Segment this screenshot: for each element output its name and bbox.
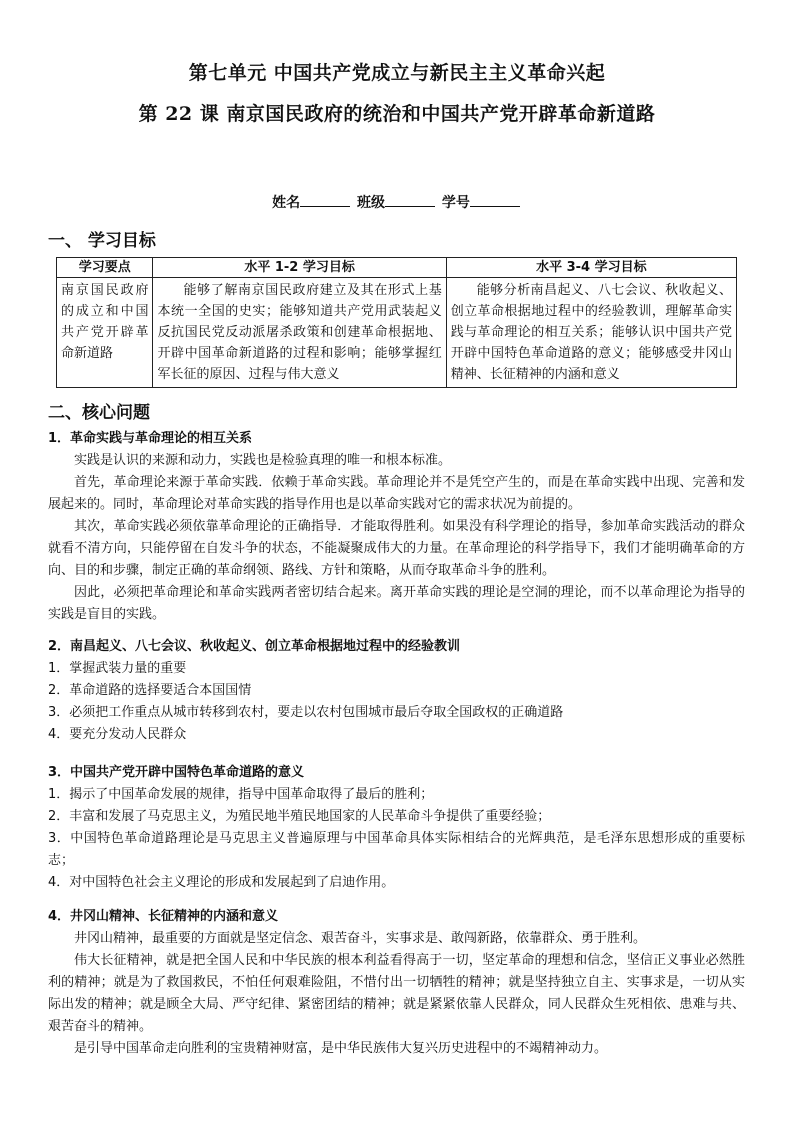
paragraph: 是引导中国革命走向胜利的宝贵精神财富，是中华民族伟大复兴历史进程中的不竭精神动力。 bbox=[74, 1041, 608, 1056]
level12-text: 能够了解南京国民政府建立及其在形式上基本统一全国的史实；能够知道共产党用武装起义反抗国民党反动派屠杀政策和创建革命根据地、开辟中国革命新道路的过程和影响；能够掌握红军长征的原因、过程与伟大意义 bbox=[157, 283, 442, 382]
question-title: 2．南昌起义、八七会议、秋收起义、创立革命根据地过程中的经验教训 bbox=[48, 639, 461, 654]
paragraph: 实践是认识的来源和动力，实践也是检验真理的唯一和根本标准。 bbox=[74, 453, 452, 468]
question-title: 4．井冈山精神、长征精神的内涵和意义 bbox=[48, 909, 279, 924]
table-cell-topic: 南京国民政府的成立和中国共产党开辟革命新道路 bbox=[57, 278, 153, 388]
paragraph: 井冈山精神，最重要的方面就是坚定信念、艰苦奋斗，实事求是、敢闯新路，依靠群众、勇于胜利。 bbox=[74, 931, 647, 946]
list-item: 2．革命道路的选择要适合本国国情 bbox=[48, 683, 252, 698]
id-blank[interactable] bbox=[470, 192, 520, 207]
list-item: 3．必须把工作重点从城市转移到农村，要走以农村包围城市最后夺取全国政权的正确道路 bbox=[48, 705, 564, 720]
section1-heading: 一、 学习目标 bbox=[48, 231, 156, 251]
name-label: 姓名 bbox=[272, 195, 301, 211]
question-1 bbox=[48, 428, 745, 626]
name-blank[interactable] bbox=[300, 192, 350, 207]
question-4 bbox=[48, 906, 745, 1060]
list-item: 4．对中国特色社会主义理论的形成和发展起到了启迪作用。 bbox=[48, 875, 395, 890]
table-header: 学习要点 bbox=[57, 258, 153, 278]
lesson-title: 第 22 课 南京国民政府的统治和中国共产党开辟革命新道路 bbox=[138, 103, 656, 125]
question-title: 3．中国共产党开辟中国特色革命道路的意义 bbox=[48, 765, 305, 780]
section2-heading: 二、核心问题 bbox=[48, 403, 150, 423]
table-header-row bbox=[57, 258, 737, 278]
paragraph: 伟大长征精神，就是把全国人民和中华民族的根本利益看得高于一切，坚定革命的理想和信念，坚信正义事业必然胜利的精神；就是为了救国救民，不怕任何艰难险阻，不惜付出一切牺牲的精神；就是坚持独立自主、实事求是，一切从实际出发的精神；就是顾全大局、严守纪律、紧密团结的精神；就是紧紧依靠人民群众，同人民群众生死相依、患难与共、艰苦奋斗的精神。 bbox=[48, 953, 745, 1034]
question-2 bbox=[48, 636, 745, 746]
list-item: 2．丰富和发展了马克思主义，为殖民地半殖民地国家的人民革命斗争提供了重要经验； bbox=[48, 809, 551, 824]
paragraph: 其次，革命实践必须依靠革命理论的正确指导．才能取得胜利。如果没有科学理论的指导，参加革命实践活动的群众就看不清方向，只能停留在自发斗争的状态，不能凝聚成伟大的力量。在革命理论的科学指导下，我们才能明确革命的方向、目的和步骤，制定正确的革命纲领、路线、方针和策略，从而夺取革命斗争的胜利。 bbox=[48, 519, 745, 578]
table-header: 水平 3-4 学习目标 bbox=[446, 258, 736, 278]
table-cell-level34 bbox=[446, 278, 736, 388]
unit-title: 第七单元 中国共产党成立与新民主主义革命兴起 bbox=[188, 62, 606, 84]
question-3 bbox=[48, 762, 745, 894]
learning-goals-table bbox=[56, 257, 737, 388]
paragraph: 因此，必须把革命理论和革命实践两者密切结合起来。离开革命实践的理论是空洞的理论，而不以革命理论为指导的实践是盲目的实践。 bbox=[48, 585, 745, 622]
paragraph: 首先，革命理论来源于革命实践．依赖于革命实践。革命理论并不是凭空产生的，而是在革命实践中出现、完善和发展起来的。同时，革命理论对革命实践的指导作用也是以革命实践对它的需求状况为前提的。 bbox=[48, 475, 745, 512]
level34-text: 能够分析南昌起义、八七会议、秋收起义、创立革命根据地过程中的经验教训，理解革命实践与革命理论的相互关系；能够认识中国共产党开辟中国特色革命道路的意义；能够感受井冈山精神、长征精神的内涵和意义 bbox=[450, 283, 732, 382]
list-item: 3．中国特色革命道路理论是马克思主义普遍原理与中国革命具体实际相结合的光辉典范，是毛泽东思想形成的重要标志； bbox=[48, 831, 745, 868]
list-item: 1．揭示了中国革命发展的规律，指导中国革命取得了最后的胜利； bbox=[48, 787, 434, 802]
table-header: 水平 1-2 学习目标 bbox=[153, 258, 446, 278]
list-item: 1．掌握武装力量的重要 bbox=[48, 661, 187, 676]
class-label: 班级 bbox=[357, 195, 385, 211]
question-title: 1．革命实践与革命理论的相互关系 bbox=[48, 431, 253, 446]
id-label: 学号 bbox=[441, 195, 470, 211]
class-blank[interactable] bbox=[385, 192, 435, 207]
table-row bbox=[57, 278, 737, 388]
list-item: 4．要充分发动人民群众 bbox=[48, 727, 187, 742]
student-info-line bbox=[0, 192, 794, 212]
table-cell-level12 bbox=[153, 278, 446, 388]
